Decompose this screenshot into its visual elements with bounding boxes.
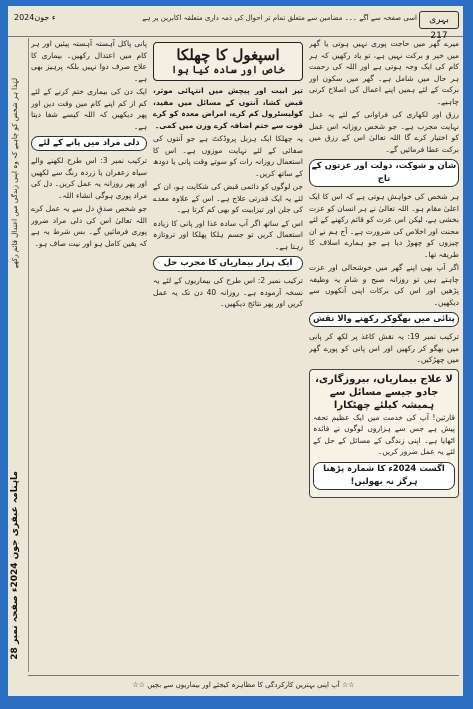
issue-badge: بہری 217	[419, 11, 459, 29]
product-headline: اسپغول کا چھلکا	[176, 46, 280, 64]
article-paragraph: جو شخص صدقِ دل سے یہ عمل کرے اللہ تعالیٰ اس کی دلی مراد ضرور پوری فرمائیں گے۔ بس شرط یہ ہے کہ یقین کامل ہو اور نیت صاف ہو۔	[31, 204, 147, 248]
article-paragraph: ایک دن کی بیماری ختم کرنے کے لئے کم از کم اپنے کام میں وقت دیں اور پھر دیکھیں کہ اللہ کیسے شفا دیتا ہے۔	[31, 87, 147, 131]
article-paragraph: اگر آپ بھی اپنے گھر میں خوشحالی اور عزت چاہتے ہیں تو روزانہ صبح و شام یہ وظیفہ پڑھیں اور اس کی برکات اپنی آنکھوں سے دیکھیں۔	[309, 263, 459, 307]
product-headline-box	[153, 42, 303, 81]
article-paragraph: اس کے ساتھ اگر آپ سادہ غذا اور پانی کا زیادہ استعمال کریں تو جسم ہلکا پھلکا اور تروتازہ رہتا ہے۔	[153, 218, 303, 251]
article-paragraph: جن لوگوں کو دائمی قبض کی شکایت ہو، ان کے لئے یہ ایک قدرتی علاج ہے۔ اس کے علاوہ معدے کی جلن اور تیزابیت کو بھی کم کرتا ہے۔	[153, 182, 303, 214]
magazine-page	[8, 6, 463, 696]
section-heading: دلی مراد میں پانے کے لئے	[31, 136, 147, 151]
article-paragraph: پانی پاکل آہستہ آہستہ پیئیں اور ہر کام میں اعتدال رکھیں۔ بیماری کا علاج صرف دوا نہیں بلکہ پرہیز بھی ہے۔	[31, 39, 147, 83]
article-intro: میرے گھر میں حاجت پوری نہیں ہوتی یا گھر میں خیر و برکت نہیں ہے، تو یاد رکھیں کہ ہر کام کی ایک وجہ ہوتی ہے اور اللہ کی رحمت ہر حال میں شامل ہے۔ گھر میں سکون اور برکت کے لئے ہمیں اپنے اعمال کی اصلاح کرنی چاہیے۔	[309, 39, 459, 106]
column-right	[309, 38, 459, 672]
product-subheadline: خاص اور سادہ کیا ہوا	[171, 65, 285, 76]
column-left	[31, 38, 147, 672]
section-heading: شان و شوکت، دولت اور عزتوں کے تاج	[309, 159, 459, 187]
advert-title: لا علاج بیماریاں، بیروزگاری، جادو جیسے مسائل سے ہمیشہ کیلئے چھٹکارا	[315, 373, 453, 411]
article-paragraph: ہر شخص کی خواہش ہوتی ہے کہ اس کا ایک اعلیٰ مقام ہو۔ اللہ تعالیٰ نے ہر انسان کو عزت بخشی ہے، لیکن اس عزت کو قائم رکھنے کے لئے محنت اور اخلاص کی ضرورت ہے۔ آج ہم نے ان چیزوں کو چھوڑ دیا ہے جو ہمارے اسلاف کا طریقہ تھا۔	[309, 192, 459, 259]
advert-box	[309, 369, 459, 498]
advert-footer: اگست 2024ء کا شمارہ پڑھنا ہرگز نہ بھولیں!	[313, 462, 455, 490]
side-strip-text: لہٰذا ہر شخص کو چاہیے کہ وہ اپنی زندگی میں اعتدال قائم رکھے	[11, 78, 19, 269]
page-header	[8, 6, 463, 41]
page-footer: ☆☆ آپ اپنی بہترین کارکردگی کا مظاہرہ کیجئے اور بیماریوں سے بچیں ☆☆	[28, 675, 459, 694]
header-date: 2024ء جون	[14, 13, 56, 22]
article-paragraph: ترکیب نمبر 2: اس طرح کی بیماریوں کے لئے یہ نسخہ آزمودہ ہے۔ روزانہ 40 دن تک یہ عمل کریں اور پھر نتائج دیکھیں۔	[153, 276, 303, 308]
article-paragraph: رزق اور لکھاری کی فراوانی کے لئے یہ عمل نہایت مجرب ہے۔ جو شخص روزانہ اس عمل کو اختیار کرے گا اللہ تعالیٰ اس کے رزق میں برکت عطا فرمائیں گے۔	[309, 110, 459, 154]
article-paragraph: ترکیب نمبر 19: یہ نقش کاغذ پر لکھ کر پانی میں بھگو کر رکھیں اور اس پانی کو پورے گھر میں چھڑکیں۔	[309, 332, 459, 364]
article-paragraph: یہ چھلکا ایک ہربل پروڈکٹ ہے جو آنتوں کی صفائی کے لئے نہایت موزوں ہے۔ اس کا استعمال روزانہ رات کو سوتے وقت پانی یا دودھ کے ساتھ کریں۔	[153, 134, 303, 178]
article-paragraph: ترکیب نمبر 3: اس طرح لکھنے والے سیاہ زعفران یا زردہ رنگ سے لکھیں اور پھر روزانہ یہ عمل کریں۔ دل کی مراد پوری ہوگی انشاء اللہ۔	[31, 156, 147, 200]
section-heading: ایک ہزار بیماریاں کا مجرب حل	[153, 256, 303, 271]
header-strip-text: اسی صفحہ سے آگے ۔۔۔ مضامین سے متعلق تمام تر احوال کی ذمہ داری متعلقہ اکابرین پر ہے	[142, 14, 417, 22]
column-middle	[153, 38, 303, 672]
page-number: ماہنامہ عبقری جون 2024ء صفحہ نمبر 28	[10, 471, 20, 660]
section-heading: پتائی میں بھگوکر رکھنے والا نقش	[309, 312, 459, 327]
product-lead: تیز ابیت اور پیچش میں انتہائی موثر، قبض کشا، آنتوں کے مسائل میں مفید، کولیسٹرول کم کرے، امراض معدہ کو کرے قوت سے ختم اضافہ کرے وزن میں کمی۔	[153, 86, 303, 130]
advert-body: قارئین! آپ کی خدمت میں ایک عظیم تحفہ پیش ہے جس سے ہزاروں لوگوں نے فائدہ اٹھایا ہے۔ اپنی زندگی کے مسائل کے حل کے لئے یہ عمل ضرور کریں۔	[313, 412, 455, 456]
